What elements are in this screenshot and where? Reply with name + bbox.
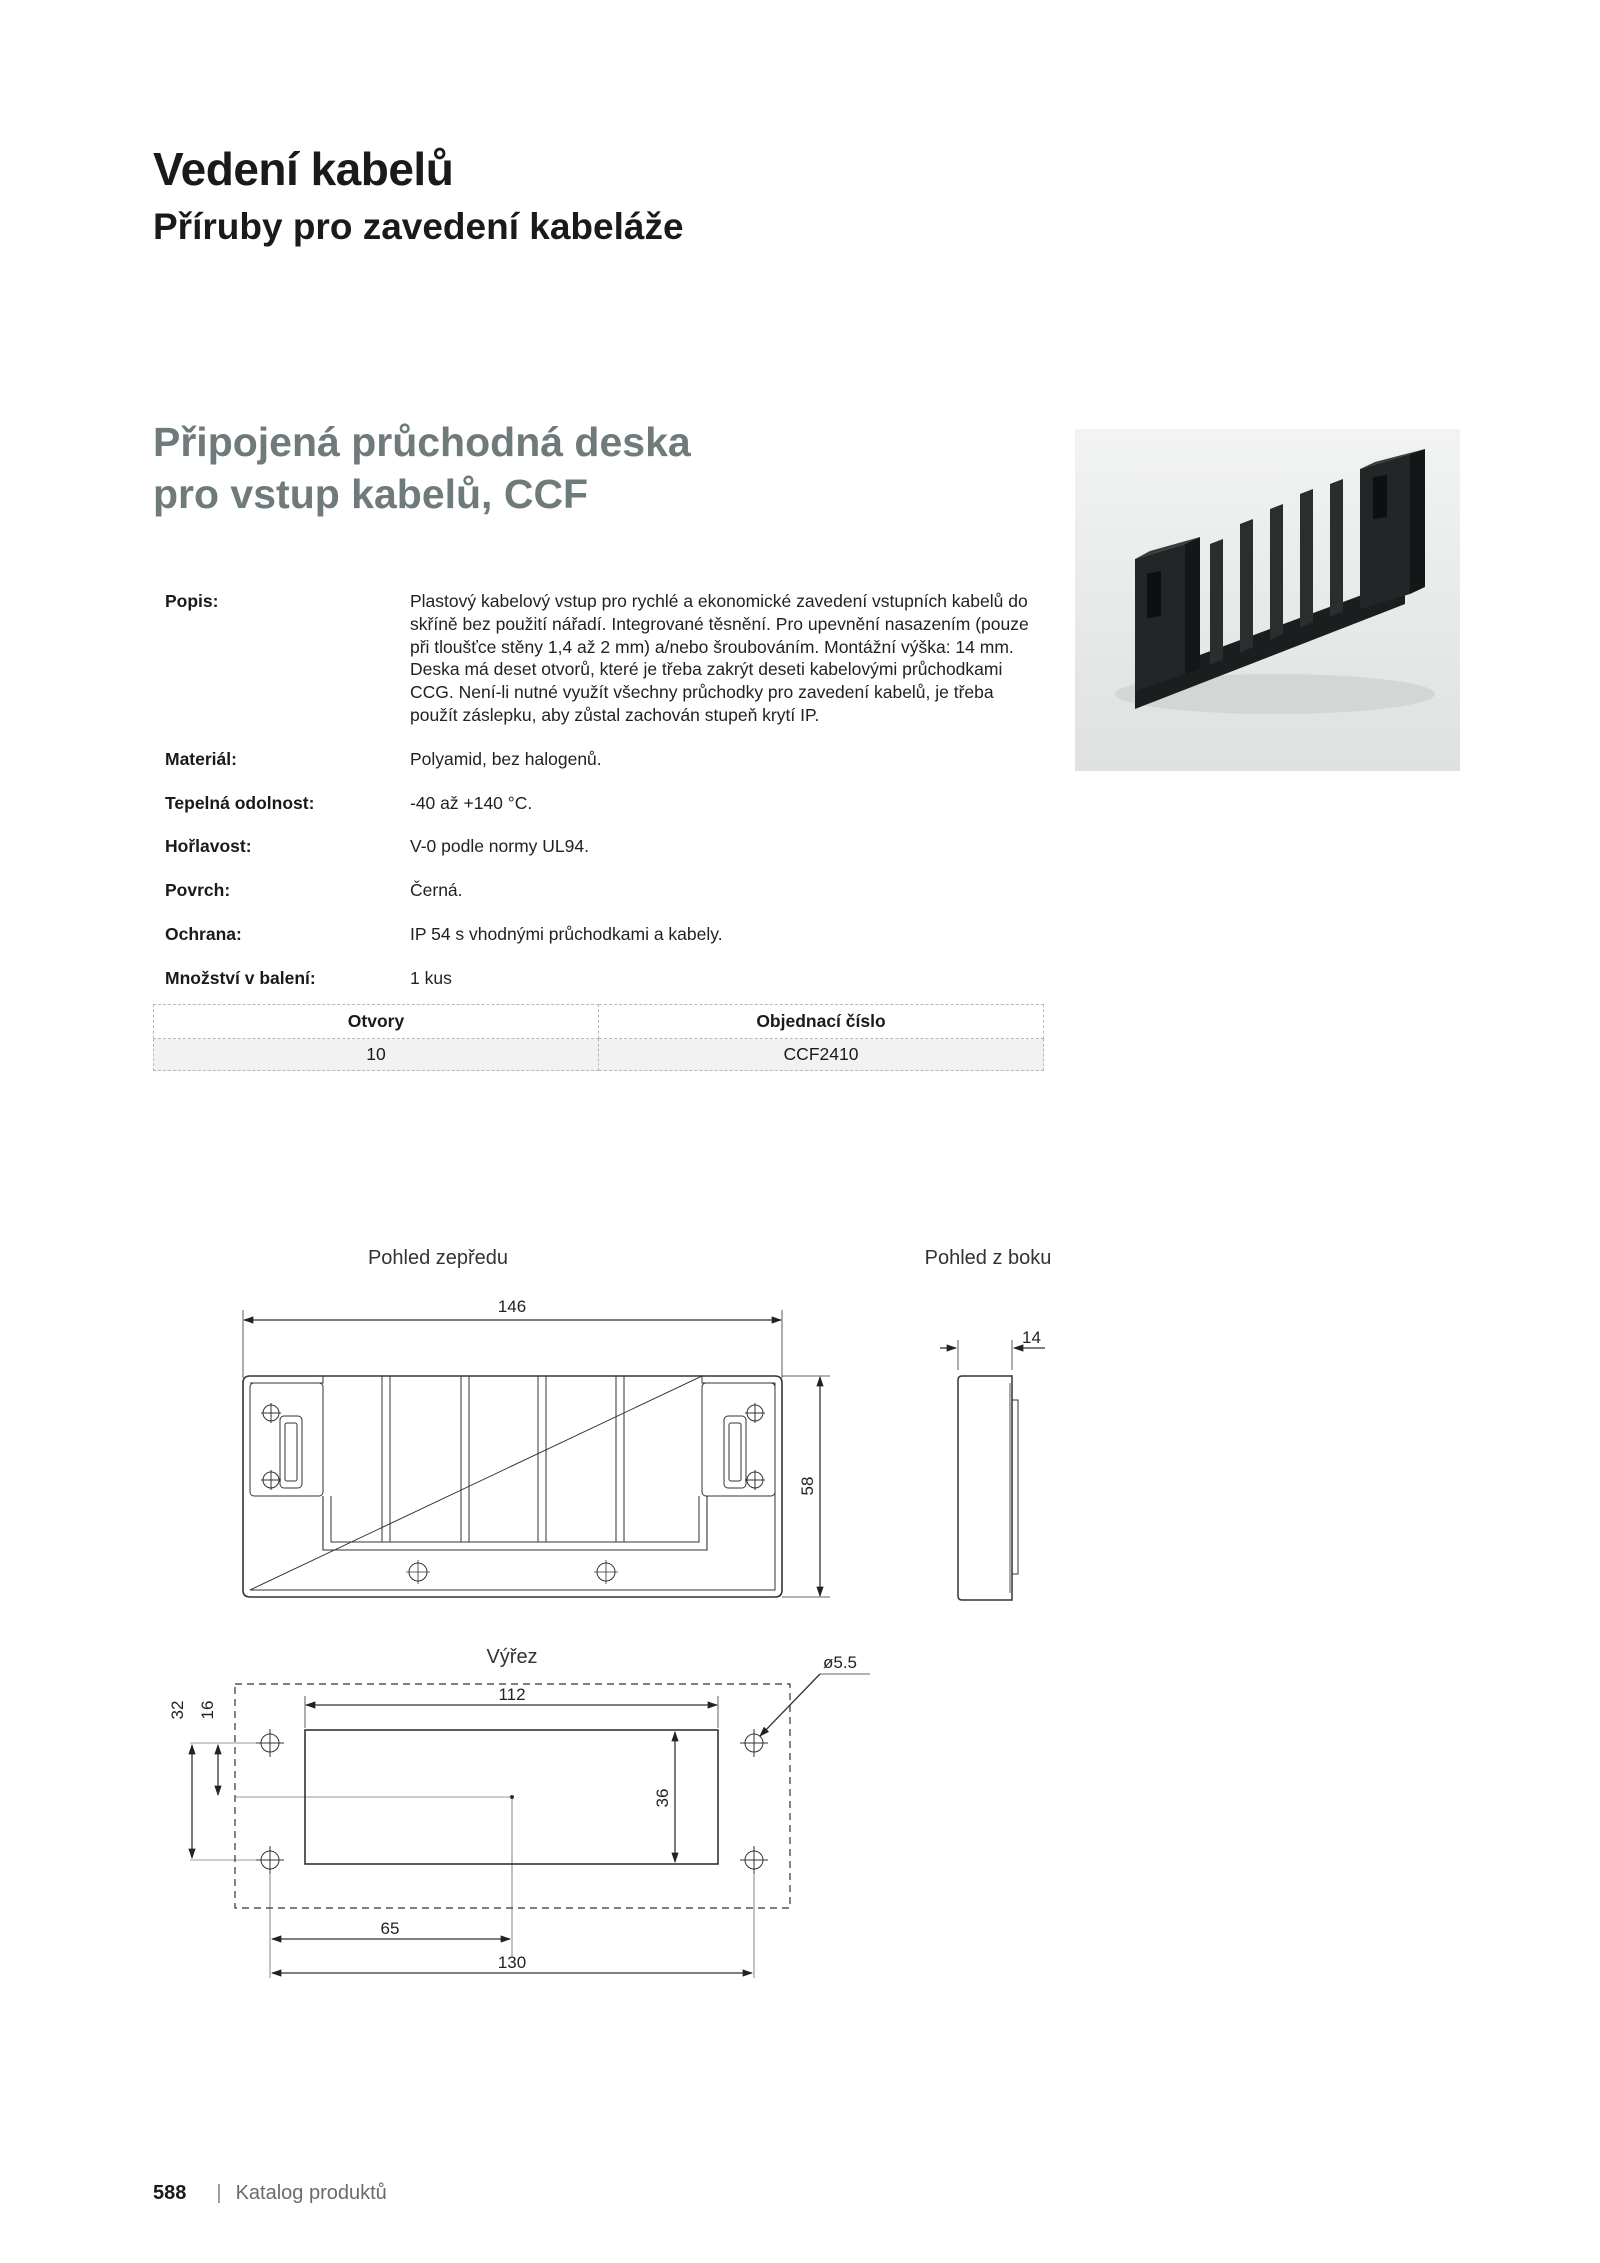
product-photo [1075, 429, 1460, 771]
spec-row [153, 792, 1033, 836]
spec-row [153, 590, 1033, 748]
table-row [154, 1039, 1044, 1071]
spec-label: Tepelná odolnost: [165, 792, 315, 813]
spec-value: Plastový kabelový vstup pro rychlé a ekonomické zavedení vstupních kabelů do skříně bez použití nářadí. Integrované těsnění. Pro upevnění nasazením (pouze při tloušťce stěny 1,4 až 2 mm) a/nebo šroubováním. Montážní výška: 14 mm. Deska má deset otvorů, které je třeba zakrýt deseti kabelovými průchodkami CCG. Není-li nutné využít všechny průchodky pro zavedení kabelů, je třeba použít záslepku, aby zůstal zachován stupeň krytí IP. [410, 591, 1029, 725]
spec-label: Ochrana: [165, 923, 242, 944]
page-footer [153, 2182, 387, 2205]
spec-row [153, 879, 1033, 923]
spec-row [153, 923, 1033, 967]
dim-hole-diameter: ø5.5 [823, 1653, 858, 1672]
dim-cutout-width: 112 [498, 1685, 526, 1704]
spec-value: Polyamid, bez halogenů. [410, 748, 602, 769]
spec-label: Množství v balení: [165, 967, 316, 988]
page-number: 588 [153, 2182, 187, 2204]
dim-65: 65 [380, 1919, 400, 1938]
page-subtitle: Příruby pro zavedení kabeláže [153, 206, 684, 247]
order-cell-order-number: CCF2410 [599, 1039, 1044, 1071]
spec-label: Popis: [165, 591, 219, 611]
page-title: Vedení kabelů [153, 143, 454, 195]
dim-cutout-height: 36 [653, 1788, 672, 1808]
spec-value: 1 kus [410, 967, 452, 988]
dim-16: 16 [198, 1700, 217, 1720]
product-title-line-1: Připojená průchodná deska [153, 419, 691, 465]
dim-depth: 14 [1022, 1328, 1041, 1347]
dim-width: 146 [497, 1297, 527, 1316]
dim-32: 32 [168, 1700, 187, 1720]
cutout-title: Výřez [486, 1646, 538, 1668]
spec-table [153, 590, 1033, 1011]
spec-value: Černá. [410, 880, 463, 901]
side-view-title: Pohled z boku [924, 1247, 1052, 1269]
spec-row [153, 835, 1033, 879]
spec-label: Materiál: [165, 748, 237, 769]
spec-value: IP 54 s vhodnými průchodkami a kabely. [410, 923, 723, 944]
product-title-line-2: pro vstup kabelů, CCF [153, 471, 589, 517]
spec-label: Hořlavost: [165, 836, 252, 857]
technical-drawing [150, 1228, 1150, 1988]
spec-row [153, 748, 1033, 792]
order-header-holes: Otvory [154, 1005, 599, 1039]
order-header-order-number: Objednací číslo [599, 1005, 1044, 1039]
spec-label: Povrch: [165, 880, 231, 901]
order-cell-holes: 10 [154, 1039, 599, 1071]
product-title [153, 416, 691, 520]
order-table [153, 1004, 1044, 1071]
dim-130: 130 [497, 1953, 527, 1972]
dim-height: 58 [798, 1476, 817, 1496]
spec-value: -40 až +140 °C. [410, 792, 533, 813]
footer-separator: | [216, 2182, 222, 2204]
spec-value: V-0 podle normy UL94. [410, 836, 589, 857]
footer-catalog-label: Katalog produktů [235, 2182, 387, 2204]
front-view-title: Pohled zepředu [367, 1247, 509, 1269]
